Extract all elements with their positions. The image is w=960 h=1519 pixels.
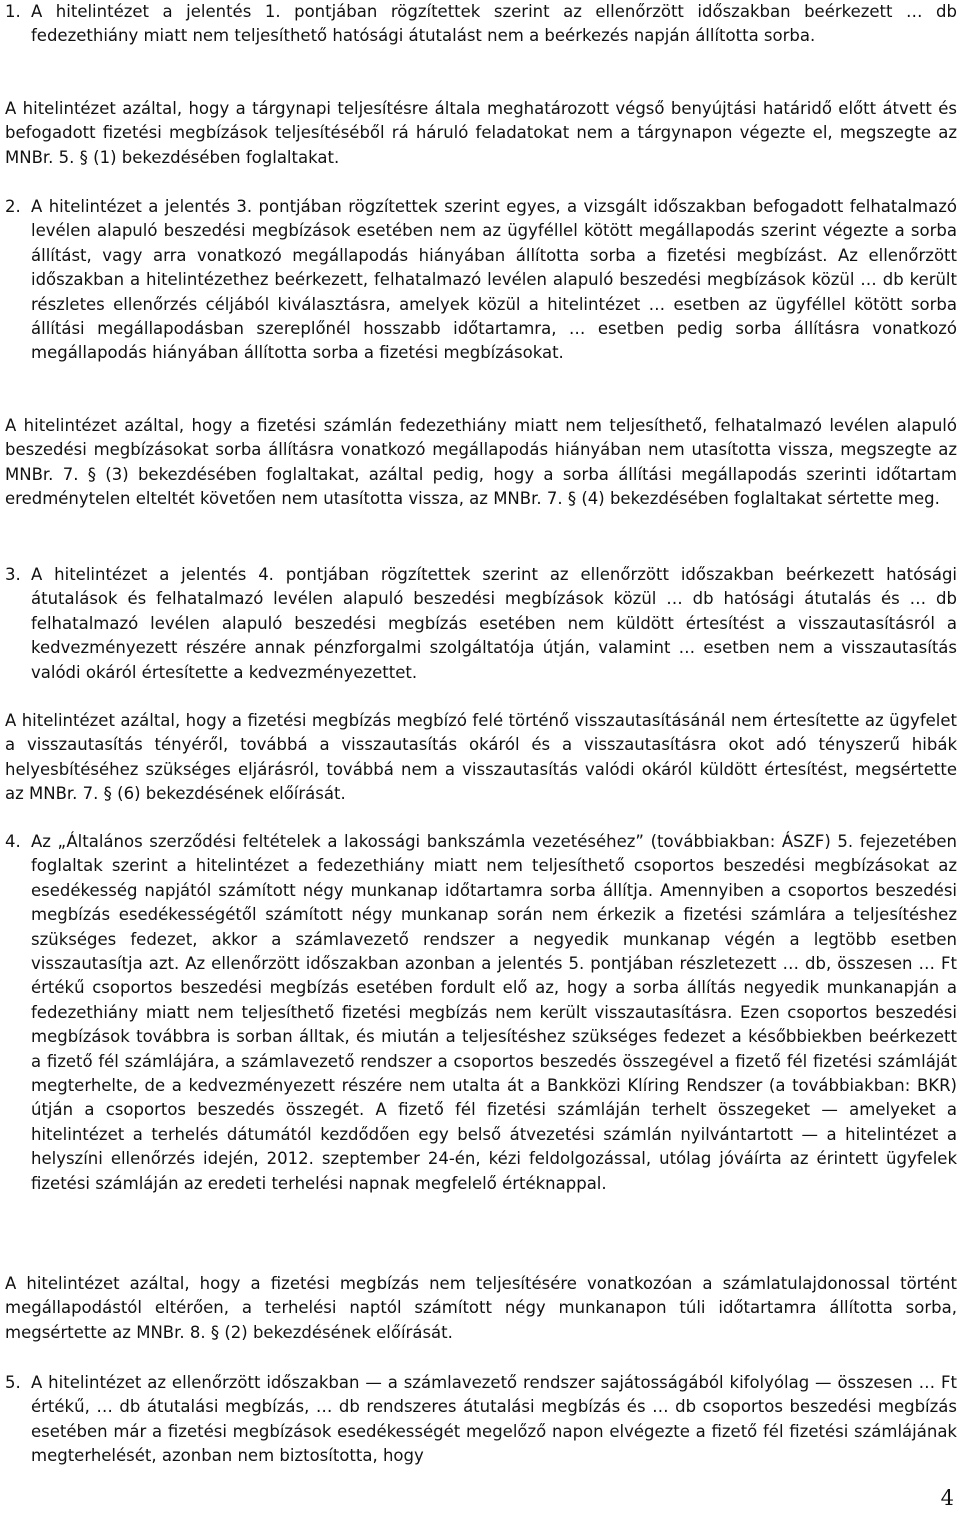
item-text: A hitelintézet a jelentés 4. pontjában rögzítettek szerint az ellenőrzött időszakban beérkezett hatósági átutalások és felhatalmazó levélen alapuló beszedési megbízások közül … db hatósági átutalás és … db felhatalmazó levélen alapuló beszedési megbízás esetében nem küldött értesítést a visszautasításról a kedvezményezett részére annak pénzforgalmi szolgáltatója útján, valamint … esetben nem a visszautasítás valódi okáról értesítette a kedvezményezettet. (31, 565, 957, 682)
item-text: A hitelintézet az ellenőrzött időszakban — a számlavezető rendszer sajátosságából kifolyólag — összesen … Ft értékű, … db átutalási megbízás, … db rendszeres átutalási megbízás és … db csoportos beszedési megbízás esetében már a fizetési megbízások esedékességét megelőző napon elvégezte a fizető fél fizetési számlájának megterhelését, azonban nem biztosította, hogy (31, 1373, 957, 1466)
paragraph: A hitelintézet azáltal, hogy a tárgynapi teljesítésre általa meghatározott végső benyújtási határidő előtt átvett és befogadott fizetési megbízások teljesítéséből rá háruló feladatokat nem a tárgynapon végezte el, megszegte az MNBr. 5. § (1) bekezdésében foglaltakat. (5, 99, 957, 167)
page-number: 4 (940, 1486, 954, 1510)
numbered-item-3 (5, 563, 957, 685)
numbered-item-1 (5, 0, 957, 49)
item-text: A hitelintézet a jelentés 3. pontjában rögzítettek szerint egyes, a vizsgált időszakban befogadott felhatalmazó levélen alapuló beszedési megbízások esetében nem az ügyféllel kötött megállapodás szerint végezte a sorba állítást, vagy arra vonatkozó megállapodás hiányában állította sorba a fizetési megbízást. Az ellenőrzött időszakban a hitelintézethez beérkezett, felhatalmazó levélen alapuló beszedési megbízások közül … db került részletes ellenőrzés céljából kiválasztásra, amelyek közül a hitelintézet … esetben az ügyféllel kötött sorba állítási megállapodásban szereplőnél hosszabb időtartamra, … esetben pedig sorba állításra vonatkozó megállapodás hiányában állította sorba a fizetési megbízásokat. (31, 197, 957, 363)
paragraph: A hitelintézet azáltal, hogy a fizetési megbízás nem teljesítésére vonatkozóan a számlatulajdonossal történt megállapodástól eltérően, a terhelési naptól számított négy munkanapon túli időtartamra állította sorba, megsértette az MNBr. 8. § (2) bekezdésének előírását. (5, 1274, 957, 1342)
item-number: 2. (5, 197, 21, 216)
item-number: 1. (5, 2, 21, 21)
item-number: 5. (5, 1373, 21, 1392)
numbered-item-4 (5, 830, 957, 1196)
item-number: 3. (5, 565, 21, 584)
numbered-item-5 (5, 1371, 957, 1469)
item-number: 4. (5, 832, 21, 851)
numbered-item-2 (5, 195, 957, 366)
paragraph: A hitelintézet azáltal, hogy a fizetési megbízás megbízó felé történő visszautasításánál nem értesítette az ügyfelet a visszautasítás tényéről, továbbá a visszautasítás okáról és a visszautasításra okot adó tényszerű hibák helyesbítéséhez szükséges eljárásról, továbbá nem a visszautasítás valódi okáról küldött értesítést, megsértette az MNBr. 7. § (6) bekezdésének előírását. (5, 711, 957, 804)
item-text: A hitelintézet a jelentés 1. pontjában rögzítettek szerint az ellenőrzött időszakban beérkezett … db fedezethiány miatt nem teljesíthető hatósági átutalást nem a beérkezés napján állította sorba. (31, 2, 957, 46)
item-text: Az „Általános szerződési feltételek a lakossági bankszámla vezetéséhez” (továbbiakban: ÁSZF) 5. fejezetében foglaltak szerint a hitelintézet a fedezethiány miatt nem teljesíthető csoportos beszedési megbízásokat az esedékesség napjától számított négy munkanap időtartamra sorba állítja. Amennyiben a csoportos beszedési megbízás esedékességétől számított négy munkanap során nem érkezik a fizetési számlára a teljesítéshez szükséges fedezet, akkor a számlavezető rendszer a negyedik munkanap végén a legtöbb esetben visszautasítja azt. Az ellenőrzött időszakban azonban a jelentés 5. pontjában részletezett … db, összesen … Ft értékű csoportos beszedési megbízás esetében fordult elő az, hogy a sorba állítás negyedik munkanapján a fedezethiány miatt nem teljesíthető fizetési megbízás nem került visszautasításra. Ezen csoportos beszedési megbízások továbbra is sorban álltak, és miután a teljesítéshez szükséges fedezet a későbbiekben beérkezett a fizető fél számlájára, a számlavezető rendszer a csoportos beszedés összegével a fizető fél fizetési számláját megterhelte, de a kedvezményezett részére nem utalta át a Bankközi Klíring Rendszer (a továbbiakban: BKR) útján a csoportos beszedés összegét. A fizető fél fizetési számláján terhelt összegeket — amelyeket a hitelintézet a terhelés dátumától kezdődően egy belső átvezetési számlán nyilvántartott — a hitelintézet a helyszíni ellenőrzés idején, 2012. szeptember 24-én, kézi feldolgozással, utólag jóváírta az érintett ügyfelek fizetési számláján az eredeti terhelési napnak megfelelő értéknappal. (31, 832, 957, 1193)
paragraph: A hitelintézet azáltal, hogy a fizetési számlán fedezethiány miatt nem teljesíthető, felhatalmazó levélen alapuló beszedési megbízásokat sorba állításra vonatkozó megállapodás hiányában nem utasította vissza, megszegte az MNBr. 7. § (3) bekezdésében foglaltakat, azáltal pedig, hogy a sorba állítási megállapodás szerinti időtartam eredménytelen elteltét követően nem utasította vissza, az MNBr. 7. § (4) bekezdésében foglaltakat sértette meg. (5, 416, 957, 509)
